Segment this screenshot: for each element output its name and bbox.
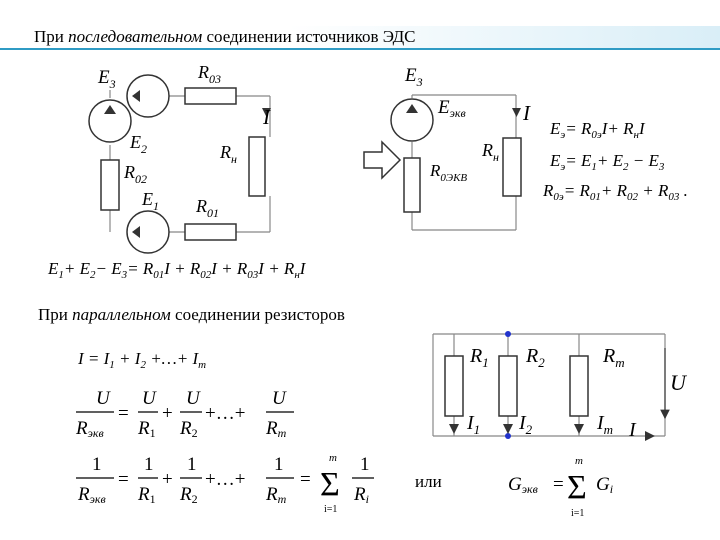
label-e3-right: $E_3$: [405, 65, 423, 89]
g-lhs: Gэкв: [508, 474, 538, 496]
label-i-total: I: [629, 419, 636, 441]
resistor-r02: [101, 160, 119, 210]
eq2-sum-den: Ri: [354, 484, 369, 506]
label-i2: $I_2$: [519, 412, 533, 437]
eq1-t1-den: R1: [138, 418, 156, 440]
junction-top: [505, 331, 511, 337]
eq2-equals: =: [118, 469, 129, 490]
label-i1: $I_1$: [467, 412, 481, 437]
eq2-sum-top: m: [329, 452, 337, 464]
im-arrow-icon: [574, 424, 584, 434]
eq1-lhs-num: U: [96, 388, 110, 409]
label-r03: $R_{03}$: [198, 62, 221, 86]
transform-arrow-icon: [364, 142, 400, 178]
label-r0ekv: $R_{0ЭКВ}$: [430, 161, 468, 184]
eq2-sum-bottom: i=1: [324, 504, 338, 515]
eq1-plus: +: [162, 403, 173, 424]
formula-conductance: [508, 455, 613, 519]
eq1-equals: =: [118, 403, 129, 424]
eq2-t2-den: R2: [180, 484, 198, 506]
label-i-right: I: [523, 101, 530, 125]
label-e1: $E_1$: [142, 189, 159, 213]
sigma-icon: Σ: [320, 466, 340, 503]
label-e3-left: $E_3$: [98, 67, 116, 91]
eq1-t1-num: U: [142, 388, 156, 409]
formula-eekv-balance: $E_э= R_{0э}I+ R_нI$: [550, 119, 645, 141]
parallel-resistors: [445, 356, 588, 416]
label-r02: $R_{02}$: [124, 162, 147, 186]
eq-current-arrow-icon: [512, 108, 521, 117]
eq2-tm-num: 1: [274, 454, 284, 475]
section2-after: соединении резисторов: [170, 305, 345, 324]
eq1-t2-den: R2: [180, 418, 198, 440]
eq2-t1-num: 1: [144, 454, 154, 475]
eq2-sum-num: 1: [360, 454, 370, 475]
label-i-left: I: [263, 105, 270, 129]
eq2-plus: +: [162, 469, 173, 490]
heading-after: соединении источников ЭДС: [202, 27, 416, 46]
resistor-r03: [185, 88, 236, 104]
resistor-rn: [249, 137, 265, 196]
label-rm: $R_m$: [603, 345, 625, 370]
resistor-r2: [499, 356, 517, 416]
g-sum-top: m: [575, 455, 583, 467]
resistor-rn-eq: [503, 138, 521, 196]
formula-r0ekv-sum: $R_{0э}= R_{01}+ R_{02} + R_{03}$ .: [543, 181, 688, 203]
g-rhs: Gi: [596, 474, 614, 496]
g-equals: =: [553, 474, 564, 495]
eq2-lhs-den: Rэкв: [78, 484, 106, 506]
section2-before: При: [38, 305, 73, 324]
label-r1: $R_1$: [470, 345, 489, 370]
resistor-r0ekv: [404, 158, 420, 212]
parallel-circuit: [433, 331, 688, 441]
section2-emphasis: параллельном: [72, 305, 171, 324]
series-elements-left: [89, 75, 265, 253]
i2-arrow-icon: [503, 424, 513, 434]
label-r2: $R_2$: [526, 345, 545, 370]
eq1-t2-num: U: [186, 388, 200, 409]
eq2-t2-num: 1: [187, 454, 197, 475]
sigma-g-icon: Σ: [567, 469, 587, 506]
eq1-dots: +…+: [205, 403, 246, 424]
label-rn-right: $R_н$: [482, 140, 499, 164]
i-arrow-icon: [645, 431, 655, 441]
label-r01: $R_{01}$: [196, 196, 219, 220]
eq2-lhs-num: 1: [92, 454, 102, 475]
eq2-equals-2: =: [300, 469, 311, 490]
label-im: $I_m$: [597, 412, 614, 437]
current-sum-formula: $I = I_1 + I_2$ +…+ $I_m$: [78, 349, 207, 371]
eq2-dots: +…+: [205, 469, 246, 490]
heading-emphasis: последовательном: [68, 27, 203, 46]
eq1-lhs-den: Rэкв: [76, 418, 104, 440]
eq1-tm-num: U: [272, 388, 286, 409]
eq2-t1-den: R1: [138, 484, 156, 506]
eq2-tm-den: Rm: [266, 484, 287, 506]
label-e2: $E_2$: [130, 132, 147, 156]
label-u: U: [670, 370, 686, 395]
resistor-r1: [445, 356, 463, 416]
formula-eekv-sum: $E_э= E_1+ E_2 - E_3$: [550, 151, 665, 173]
kvl-equation: $E_1+ E_2- E_3= R_{01}I + R_{02}I + R_{03}I + R_нI$: [48, 259, 306, 281]
formula-inverse-sum: [76, 452, 374, 515]
label-rn-left: $R_н$: [220, 142, 237, 166]
label-eekv: $E_{экв}$: [438, 97, 466, 120]
resistor-rm: [570, 356, 588, 416]
resistor-r01: [185, 224, 236, 240]
or-word: или: [415, 472, 442, 491]
heading-before: При: [34, 27, 69, 46]
i1-arrow-icon: [449, 424, 459, 434]
eq1-tm-den: Rm: [266, 418, 287, 440]
g-sum-bottom: i=1: [571, 508, 585, 519]
formula-u-ratio: [75, 388, 294, 440]
